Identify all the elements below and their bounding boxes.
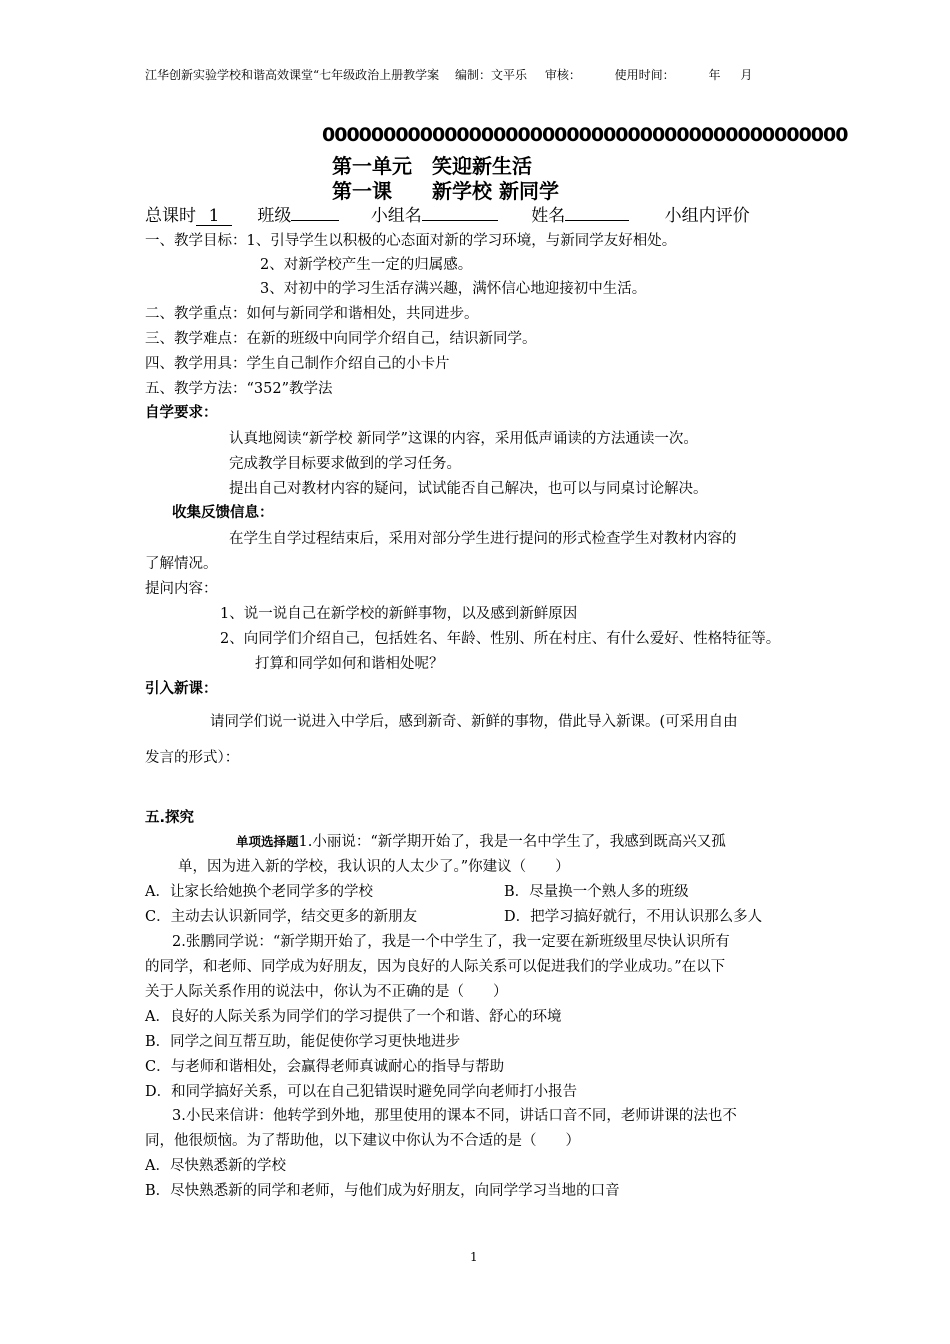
- group-field[interactable]: [422, 220, 498, 221]
- questions-title: 提问内容：: [145, 581, 218, 597]
- q3-option-b: B．尽快熟悉新的同学和老师，与他们成为好朋友，向同学学习当地的口音: [145, 1183, 620, 1199]
- goal-1: 1、引导学生以积极的心态面对新的学习环境，与新同学友好相处。: [246, 233, 677, 249]
- self-study-item: 提出自己对教材内容的疑问，试试能否自己解决，也可以与同桌讨论解决。: [229, 481, 708, 497]
- header-editor: 编制：文平乐: [454, 68, 527, 82]
- intro-line-2: 发言的形式）：: [145, 750, 240, 766]
- q1-option-a: A．让家长给她换个老同学多的学校: [145, 884, 373, 900]
- explore-title: 五.探究: [145, 810, 195, 826]
- eval-label: 小组内评价: [664, 206, 750, 226]
- q1-option-d: D．把学习搞好就行，不用认识那么多人: [504, 909, 763, 925]
- page-header: [145, 66, 752, 83]
- header-year: 年: [708, 68, 721, 82]
- tools: 四、教学用具：学生自己制作介绍自己的小卡片: [145, 356, 450, 372]
- question-1: 1、说一说自己在新学校的新鲜事物，以及感到新鲜原因: [220, 606, 578, 622]
- q2-line-2: 的同学，和老师、同学成为好朋友，因为良好的人际关系可以促进我们的学业成功。”在以下: [145, 959, 726, 975]
- self-study-item: 完成教学目标要求做到的学习任务。: [229, 456, 461, 472]
- goals-label: 一、教学目标：: [145, 233, 247, 249]
- question-3: 打算和同学如何和谐相处呢？: [255, 656, 444, 672]
- zeros-line: 0000000000000000000000000000000000000000000: [322, 124, 848, 146]
- q1-label: 单项选择题: [236, 834, 299, 849]
- q2-line-1: 2.张鹏同学说：“新学期开始了，我是一个中学生了，我一定要在新班级里尽快认识所有: [172, 934, 730, 950]
- group-label: 小组名: [370, 206, 422, 226]
- goal-2: 2、对新学校产生一定的归属感。: [260, 257, 473, 273]
- question-2: 2、向同学们介绍自己，包括姓名、年龄、性别、所在村庄、有什么爱好、性格特征等。: [220, 631, 781, 647]
- q1-option-b: B．尽量换一个熟人多的班级: [504, 884, 689, 900]
- intro-line-1: 请同学们说一说进入中学后，感到新奇、新鲜的事物，借此导入新课。(可采用自由: [210, 714, 738, 730]
- q1-line-1: [236, 830, 726, 851]
- header-reviewer: 审核：: [544, 68, 581, 82]
- total-lessons-label: 总课时: [145, 206, 196, 226]
- q1-option-c: C．主动去认识新同学，结交更多的新朋友: [145, 909, 418, 925]
- header-school: 江华创新实验学校和谐高效课堂“七年级政治上册教学案: [145, 68, 440, 82]
- q3-option-a: A．尽快熟悉新的学校: [145, 1158, 286, 1174]
- method: 五、教学方法：“352”教学法: [145, 381, 333, 397]
- name-field[interactable]: [565, 220, 629, 221]
- q2-option-d: D．和同学搞好关系，可以在自己犯错误时避免同学向老师打小报告: [145, 1084, 578, 1100]
- header-use-time: 使用时间：: [614, 68, 675, 82]
- goals-line-1: [145, 229, 676, 250]
- q3-line-1: 3.小民来信讲：他转学到外地，那里使用的课本不同，讲话口音不同，老师讲课的法也不: [172, 1108, 737, 1124]
- lesson-title: 第一课 新学校 新同学: [332, 179, 559, 203]
- feedback-line-2: 了解情况。: [145, 556, 218, 572]
- q2-option-b: B．同学之间互帮互助，能促使你学习更快地进步: [145, 1034, 461, 1050]
- q1-stem-1: 1.小丽说：“新学期开始了，我是一名中学生了，我感到既高兴又孤: [298, 834, 726, 850]
- q1-line-2: 单，因为进入新的学校，我认识的人太少了。”你建议（ ）: [178, 859, 570, 875]
- difficulty: 三、教学难点：在新的班级中向同学介绍自己，结识新同学。: [145, 331, 537, 347]
- header-month: 月: [740, 68, 753, 82]
- feedback-line-1: 在学生自学过程结束后，采用对部分学生进行提问的形式检查学生对教材内容的: [229, 531, 737, 547]
- q2-line-3: 关于人际关系作用的说法中，你认为不正确的是（ ）: [145, 984, 508, 1000]
- q2-option-c: C．与老师和谐相处，会赢得老师真诚耐心的指导与帮助: [145, 1059, 505, 1075]
- q2-option-a: A．良好的人际关系为同学们的学习提供了一个和谐、舒心的环境: [145, 1009, 562, 1025]
- class-label: 班级: [257, 206, 292, 226]
- info-row: [145, 201, 750, 226]
- intro-title: 引入新课：: [145, 681, 218, 697]
- key-point: 二、教学重点：如何与新同学和谐相处，共同进步。: [145, 306, 479, 322]
- class-field[interactable]: [291, 220, 339, 221]
- self-study-title: 自学要求：: [145, 405, 218, 421]
- name-label: 姓名: [531, 206, 566, 226]
- page-number: 1: [470, 1250, 478, 1264]
- unit-title: 第一单元 笑迎新生活: [332, 154, 532, 178]
- feedback-title: 收集反馈信息：: [172, 505, 274, 521]
- q3-line-2: 同，他很烦恼。为了帮助他，以下建议中你认为不合适的是（ ）: [145, 1133, 580, 1149]
- total-lessons-value: 1: [196, 207, 232, 226]
- self-study-item: 认真地阅读“新学校 新同学”这课的内容，采用低声诵读的方法通读一次。: [229, 431, 698, 447]
- goal-3: 3、对初中的学习生活存满兴趣，满怀信心地迎接初中生活。: [260, 281, 647, 297]
